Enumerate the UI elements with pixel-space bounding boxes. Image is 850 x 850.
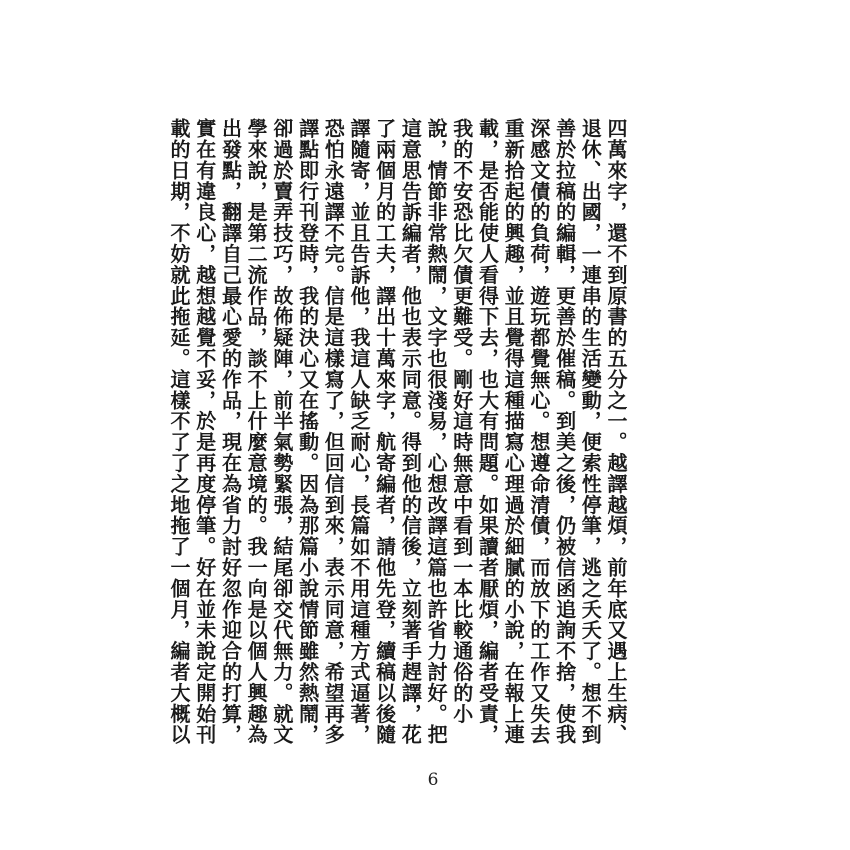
page-number: 6 [427, 770, 439, 790]
paragraph: 四萬來字，還不到原書的五分之一。越譯越煩，前年底又遇上生病、退休、出國，一連串的生活變動，便索性停筆，逃之夭夭了。想不到善於拉稿的編輯，更善於催稿。到美之後，仍被信函追詢不捨，使我深感文債的負荷，遊玩都覺無心。想遵命清債，而放下的工作又失去重新拾起的興趣，並且覺得這種描寫心理過於細膩的小說，在報上連載，是否能使人看得下去，也大有問題。如果讀者厭煩，編者受責，我的不安恐比欠債更難受。剛好這時無意中看到一本比較通俗的小說，情節非常熱鬧，文字也很淺易，心想改譯這篇也許省力討好。把這意思告訴編者，他也表示同意。得到他的信後，立刻著手趕譯，花了兩個月的工夫，譯出十萬來字，航寄編者，請他先登，續稿以後隨譯隨寄，並且告訴他，我這人缺乏耐心，長篇如不用這種方式逼著，恐怕永遠譯不完。信是這樣寫了，但回信到來，表示同意，希望再多譯點即行刊登時，我的決心又在搖動。因為那篇小說情節雖然熱鬧，卻過於賣弄技巧，故佈疑陣，前半氣勢緊張，結尾卻交代無力。就文學來說，是第二流作品，談不上什麼意境的。我一向是以個人興趣為出發點，翻譯自己最心愛的作品，現在為省力討好忽作迎合的打算，實在有違良心，越想越覺不妥，於是再度停筆。好在並未說定開始刊載的日期，不妨就此拖延。這樣不了了之地拖了一個月，編者大概以 [167, 118, 628, 745]
body-text [167, 118, 628, 752]
